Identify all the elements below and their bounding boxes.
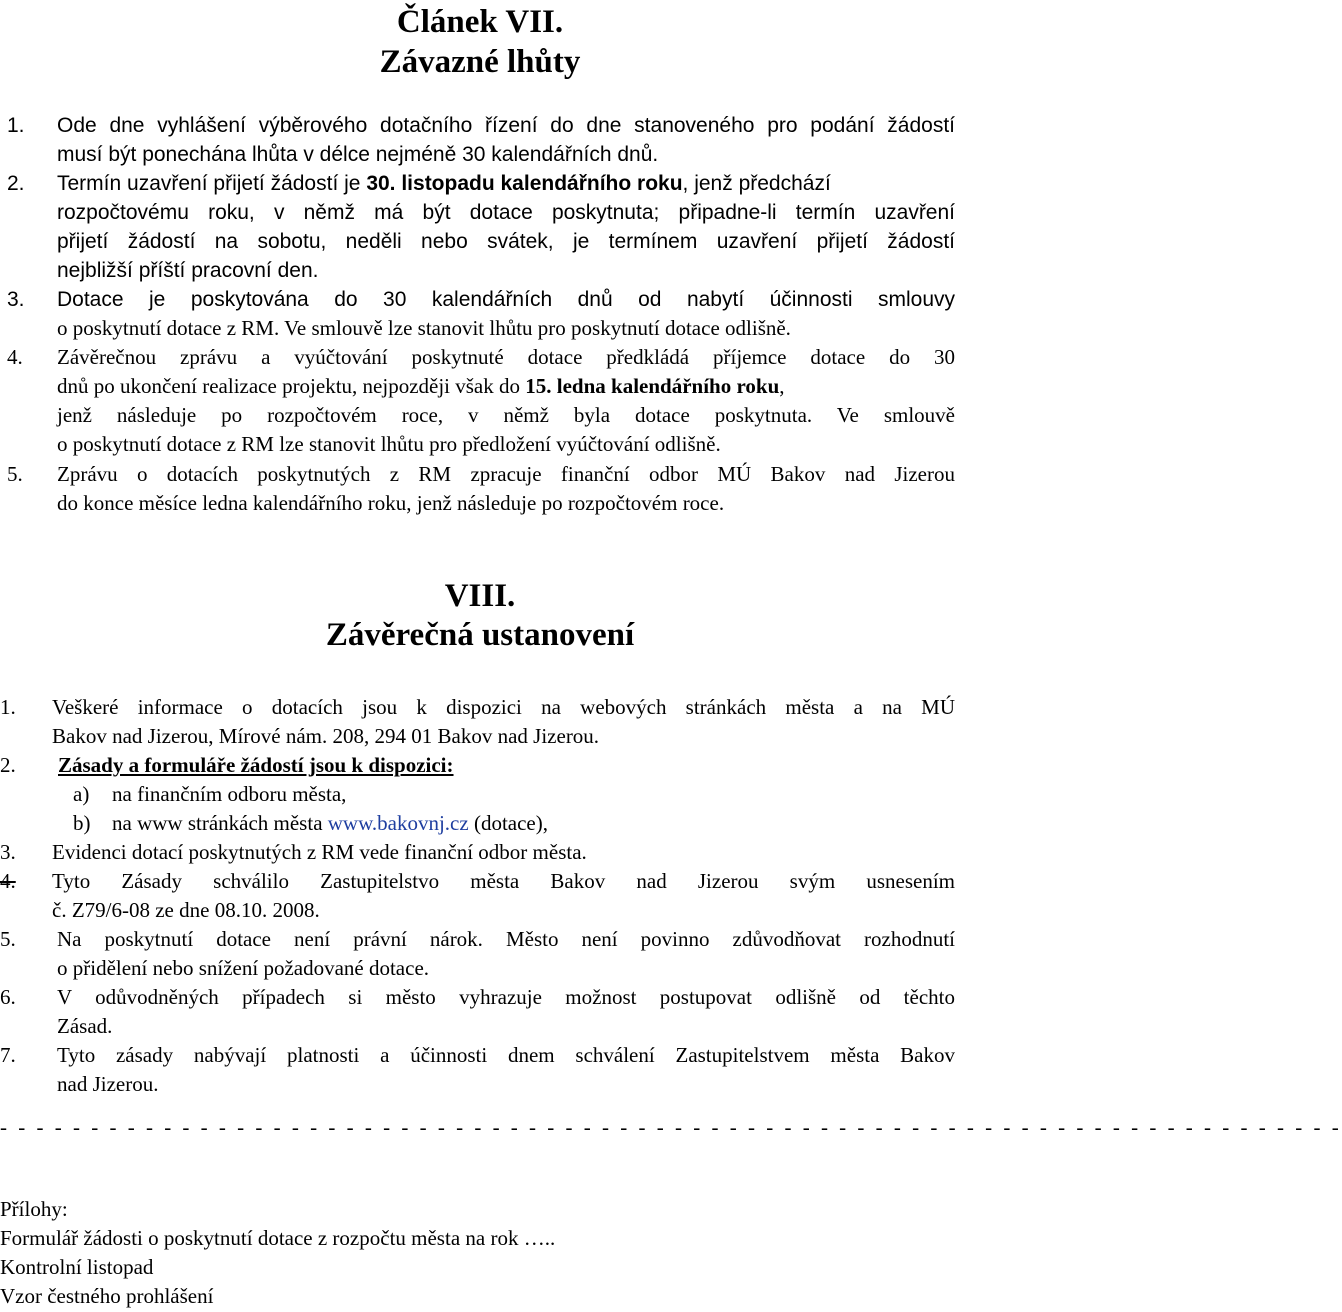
attachment-item: Vzor čestného prohlášení xyxy=(0,1284,214,1308)
attachment-item: Kontrolní listopad xyxy=(0,1255,154,1279)
attachments-label: Přílohy: xyxy=(0,1197,68,1221)
article-8-subheading: Závěrečná ustanovení xyxy=(325,617,635,653)
dashed-separator: - - - - - - - - - - - - - - - - - - - - - - - - - - - - - - - - - - - - - - - - - - - - - - - - - - - - - - - - - - - - - - - - - - - - - - - - - - xyxy=(0,1115,1342,1139)
article-8-heading: VIII. xyxy=(444,578,516,614)
website-link[interactable]: www.bakovnj.cz xyxy=(327,811,469,835)
article-7-heading: Článek VII. xyxy=(396,4,564,40)
attachment-item: Formulář žádosti o poskytnutí dotace z rozpočtu města na rok ….. xyxy=(0,1226,556,1250)
article-7-subheading: Závazné lhůty xyxy=(379,44,581,80)
